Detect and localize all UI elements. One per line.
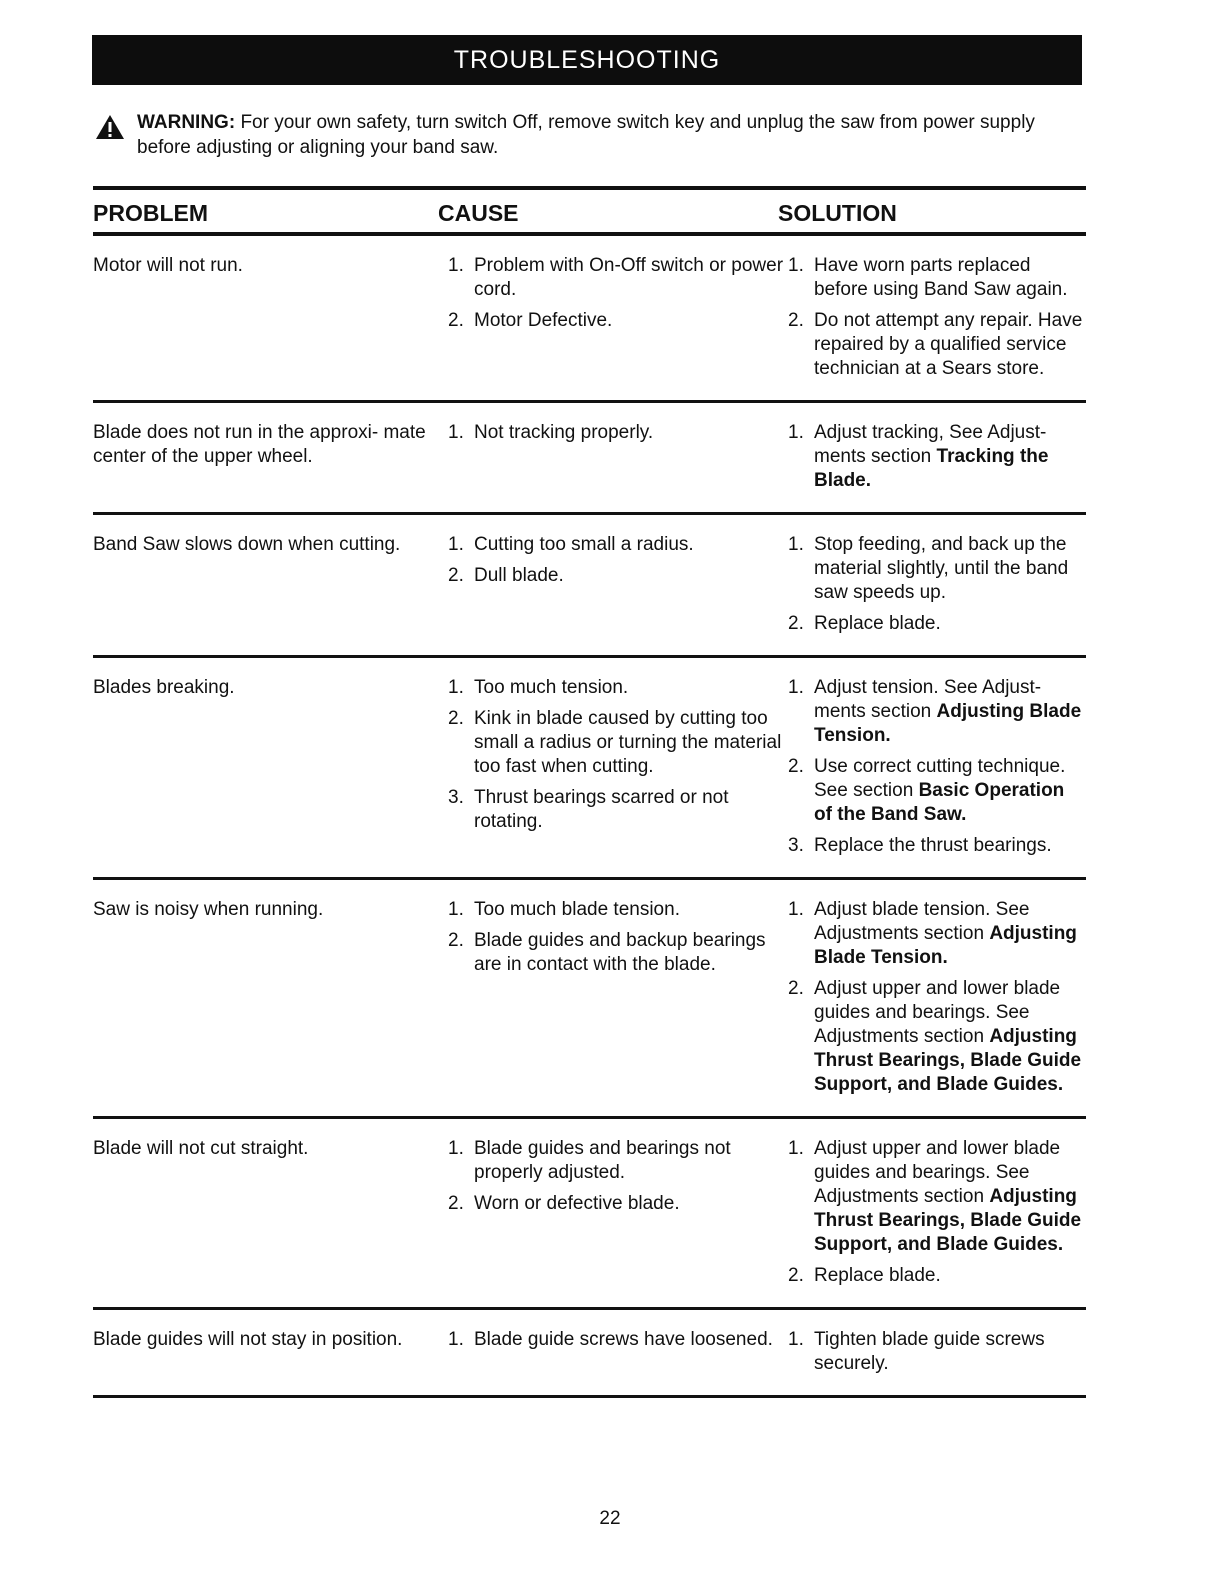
cause-item [448, 898, 788, 922]
page-number: 22 [599, 1508, 621, 1529]
solution-cell [788, 1328, 1086, 1383]
solution-text-wrap [814, 834, 1086, 858]
problem-cell: Band Saw slows down when cutting. [93, 534, 401, 555]
solution-text-wrap [814, 612, 1086, 636]
cause-text: Not tracking properly. [474, 422, 654, 443]
solution-item [788, 1264, 1086, 1288]
problem-cell: Blades breaking. [93, 677, 235, 698]
solution-number: 1. [788, 1138, 804, 1159]
problem-cell: Blade does not run in the approxi- mate center of the upper wheel. [93, 422, 426, 467]
solution-number: 2. [788, 978, 804, 999]
solution-text: Have worn parts replaced before using Band Saw again. [814, 255, 1068, 300]
solution-item [788, 676, 1086, 748]
solution-text: Adjust upper and lower blade guides and bearings. See Adjustments section [814, 978, 1061, 1047]
solution-item [788, 834, 1086, 858]
solution-item [788, 1137, 1086, 1257]
cause-text: Blade guide screws have loosened. [474, 1329, 773, 1350]
solution-number: 2. [788, 756, 804, 777]
section-title-bar [92, 35, 1082, 85]
cause-item [448, 1192, 788, 1216]
solution-reference: Basic Operation of the Band Saw. [814, 780, 1065, 825]
cause-number: 1. [448, 899, 464, 920]
cause-number: 1. [448, 422, 464, 443]
warning-text: For your own safety, turn switch Off, remove switch key and unplug the saw from power supply before adjusting or aligning your band saw. [137, 112, 1035, 158]
cause-text: Blade guides and bearings not properly adjusted. [474, 1138, 731, 1183]
cause-number: 1. [448, 677, 464, 698]
cause-number: 3. [448, 787, 464, 808]
cause-item [448, 564, 788, 588]
solution-reference: Adjusting Blade Tension. [814, 701, 1082, 746]
solution-cell [788, 254, 1086, 388]
cause-item [448, 421, 788, 445]
cause-item [448, 676, 788, 700]
cause-text: Kink in blade caused by cutting too small a radius or turning the material too fast when cutting. [474, 708, 782, 777]
solution-text-wrap [814, 755, 1086, 827]
solution-number: 1. [788, 899, 804, 920]
solution-text: Use correct cutting technique. See section [814, 756, 1066, 801]
problem-cell: Blade will not cut straight. [93, 1138, 309, 1159]
solution-text-wrap [814, 676, 1086, 748]
solution-cell [788, 533, 1086, 643]
cause-number: 2. [448, 310, 464, 331]
cause-cell [448, 1328, 788, 1383]
solution-text: Replace blade. [814, 613, 941, 634]
cause-text: Too much blade tension. [474, 899, 680, 920]
solution-text-wrap [814, 421, 1086, 493]
solution-number: 3. [788, 835, 804, 856]
cause-cell [448, 676, 788, 865]
cause-number: 2. [448, 1193, 464, 1214]
solution-item [788, 254, 1086, 302]
cause-text: Too much tension. [474, 677, 629, 698]
solution-text-wrap [814, 309, 1086, 381]
row-divider [93, 1395, 1086, 1398]
cause-cell [448, 254, 788, 388]
warning-notice [95, 110, 1085, 160]
solution-number: 1. [788, 1329, 804, 1350]
solution-text-wrap [814, 533, 1086, 605]
table-header-row [93, 190, 1086, 232]
cause-number: 2. [448, 930, 464, 951]
solution-reference: Adjusting Blade Tension. [814, 923, 1077, 968]
problem-cell: Saw is noisy when running. [93, 899, 324, 920]
table-row [93, 403, 1086, 512]
problem-cell: Blade guides will not stay in position. [93, 1329, 403, 1350]
warning-triangle-icon [95, 114, 125, 140]
cause-number: 1. [448, 534, 464, 555]
solution-number: 1. [788, 255, 804, 276]
solution-text: Adjust upper and lower blade guides and bearings. See Adjustments section [814, 1138, 1061, 1207]
cause-text: Dull blade. [474, 565, 564, 586]
table-row [93, 236, 1086, 400]
cause-cell [448, 421, 788, 500]
cause-cell [448, 1137, 788, 1295]
solution-cell [788, 1137, 1086, 1295]
solution-number: 1. [788, 534, 804, 555]
cause-number: 1. [448, 1329, 464, 1350]
solution-cell [788, 421, 1086, 500]
cause-item [448, 1137, 788, 1185]
solution-text: Replace blade. [814, 1265, 941, 1286]
solution-reference: Adjusting Thrust Bearings, Blade Guide Support, and Blade Guides. [814, 1186, 1082, 1255]
problem-cell: Motor will not run. [93, 255, 243, 276]
solution-item [788, 421, 1086, 493]
cause-text: Thrust bearings scarred or not rotating. [474, 787, 729, 832]
solution-text-wrap [814, 254, 1086, 302]
cause-cell [448, 898, 788, 1104]
solution-text-wrap [814, 1328, 1086, 1376]
solution-text-wrap [814, 977, 1086, 1097]
column-header-problem: PROBLEM [93, 200, 208, 226]
cause-text: Motor Defective. [474, 310, 613, 331]
cause-number: 2. [448, 565, 464, 586]
solution-text: Tighten blade guide screws securely. [814, 1329, 1045, 1374]
solution-number: 2. [788, 310, 804, 331]
table-row [93, 515, 1086, 655]
solution-text: Replace the thrust bearings. [814, 835, 1052, 856]
solution-item [788, 1328, 1086, 1376]
solution-item [788, 309, 1086, 381]
solution-item [788, 977, 1086, 1097]
solution-text-wrap [814, 898, 1086, 970]
solution-text-wrap [814, 1264, 1086, 1288]
solution-text: Adjust blade tension. See Adjustments section [814, 899, 1030, 944]
cause-number: 1. [448, 1138, 464, 1159]
cause-item [448, 254, 788, 302]
table-row [93, 1310, 1086, 1395]
solution-text: Stop feeding, and back up the material slightly, until the band saw speeds up. [814, 534, 1069, 603]
cause-item [448, 929, 788, 977]
section-title: TROUBLESHOOTING [453, 45, 721, 74]
cause-number: 2. [448, 708, 464, 729]
table-row [93, 1119, 1086, 1307]
table-body [93, 236, 1086, 1398]
cause-text: Worn or defective blade. [474, 1193, 680, 1214]
table-row [93, 880, 1086, 1116]
column-header-cause: CAUSE [438, 200, 519, 226]
table-row [93, 658, 1086, 877]
solution-text: Do not attempt any repair. Have repaired by a qualified service technician at a Sears store. [814, 310, 1083, 379]
solution-reference: Tracking the Blade. [814, 446, 1049, 491]
cause-item [448, 533, 788, 557]
solution-text: Adjust tension. See Adjust- ments section [814, 677, 1042, 722]
warning-label: WARNING: [137, 112, 236, 133]
column-header-solution: SOLUTION [778, 200, 897, 226]
solution-number: 2. [788, 613, 804, 634]
solution-text: Adjust tracking, See Adjust- ments section [814, 422, 1047, 467]
solution-cell [788, 898, 1086, 1104]
solution-item [788, 898, 1086, 970]
cause-text: Problem with On-Off switch or power cord. [474, 255, 784, 300]
troubleshooting-table [93, 186, 1086, 1398]
solution-number: 1. [788, 422, 804, 443]
solution-number: 2. [788, 1265, 804, 1286]
solution-cell [788, 676, 1086, 865]
cause-text: Cutting too small a radius. [474, 534, 694, 555]
solution-reference: Adjusting Thrust Bearings, Blade Guide Support, and Blade Guides. [814, 1026, 1082, 1095]
cause-item [448, 1328, 788, 1352]
solution-text-wrap [814, 1137, 1086, 1257]
solution-item [788, 612, 1086, 636]
solution-number: 1. [788, 677, 804, 698]
cause-item [448, 707, 788, 779]
solution-item [788, 533, 1086, 605]
cause-number: 1. [448, 255, 464, 276]
cause-text: Blade guides and backup bearings are in contact with the blade. [474, 930, 766, 975]
cause-cell [448, 533, 788, 643]
cause-item [448, 786, 788, 834]
solution-item [788, 755, 1086, 827]
cause-item [448, 309, 788, 333]
